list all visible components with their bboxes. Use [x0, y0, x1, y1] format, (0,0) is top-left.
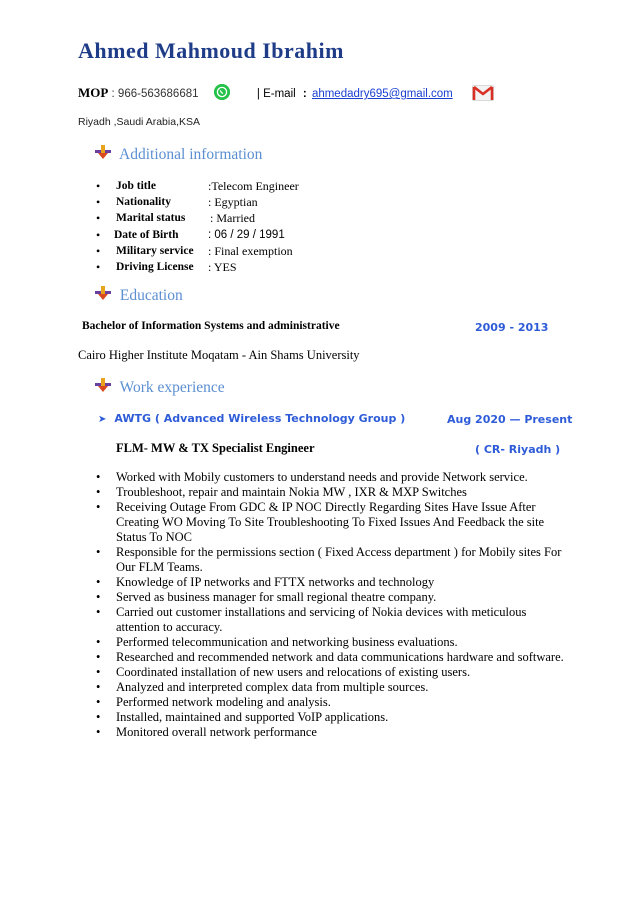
- list-item: • Researched and recommended network and data communications hardware and software.: [96, 650, 566, 665]
- work-period: Aug 2020 — Present: [447, 413, 573, 426]
- list-item: • Analyzed and interpreted complex data from multiple sources.: [96, 680, 566, 695]
- list-item: • Knowledge of IP networks and FTTX networks and technology: [96, 575, 566, 590]
- info-value: : Married: [210, 211, 255, 225]
- section-additional-info: [95, 144, 262, 165]
- company-line: [98, 412, 405, 425]
- arrow-down-icon: [95, 285, 111, 306]
- mop-label: MOP: [78, 85, 109, 100]
- list-item: • Coordinated installation of new users and relocations of existing users.: [96, 665, 566, 680]
- location: Riyadh ,Saudi Arabia,KSA: [78, 116, 200, 128]
- info-value: : Egyptian: [208, 195, 258, 209]
- gmail-icon: [472, 85, 494, 104]
- list-item: • Carried out customer installations and servicing of Nokia devices with meticulous attention to accuracy.: [96, 605, 566, 635]
- candidate-name: Ahmed Mahmoud Ibrahim: [78, 38, 344, 63]
- info-label: Date of Birth: [114, 229, 179, 241]
- job-role: FLM- MW & TX Specialist Engineer: [116, 441, 315, 455]
- section-education: [95, 285, 183, 306]
- arrow-down-icon: [95, 144, 111, 165]
- phone-number: : 966-563686681: [111, 88, 199, 100]
- list-item: • Served as business manager for small regional theatre company.: [96, 590, 566, 605]
- info-label: Job title: [116, 180, 156, 192]
- info-value: : 06 / 29 / 1991: [208, 229, 285, 241]
- email-colon: :: [302, 88, 307, 100]
- list-item: • Receiving Outage From GDC & IP NOC Directly Regarding Sites Have Issue After Creating WO Moving To Site Troubleshooting To Fixed Issues And Feedback the site Status To NOC: [96, 500, 566, 545]
- info-value: : Final exemption: [208, 244, 293, 258]
- info-value: :Telecom Engineer: [208, 179, 299, 193]
- list-item: • Responsible for the permissions section ( Fixed Access department ) for Mobily sites For Our FLM Teams.: [96, 545, 566, 575]
- university: Cairo Higher Institute Moqatam - Ain Shams University: [78, 348, 360, 362]
- work-location: ( CR- Riyadh ): [475, 443, 561, 456]
- section-title-additional: Additional information: [119, 146, 263, 163]
- section-work-experience: [95, 377, 225, 398]
- section-title-work: Work experience: [119, 379, 225, 396]
- email-prefix: | E-mail: [256, 88, 296, 100]
- list-item: • Worked with Mobily customers to understand needs and provide Network service.: [96, 470, 566, 485]
- info-label: Military service: [116, 245, 194, 257]
- list-item: • Monitored overall network performance: [96, 725, 566, 740]
- list-item: • Performed network modeling and analysis.: [96, 695, 566, 710]
- chevron-right-icon: ➤: [98, 414, 107, 425]
- degree: Bachelor of Information Systems and administrative: [82, 320, 340, 332]
- info-label: Nationality: [116, 196, 171, 208]
- info-value: : YES: [208, 260, 237, 274]
- list-item: • Performed telecommunication and networking business evaluations.: [96, 635, 566, 650]
- contact-line: [78, 84, 494, 104]
- info-label: Driving License: [116, 261, 194, 273]
- whatsapp-icon: [214, 84, 230, 100]
- company-name: AWTG ( Advanced Wireless Technology Group ): [114, 412, 406, 425]
- duties-list: [96, 470, 566, 740]
- arrow-down-icon: [95, 377, 111, 398]
- list-item: • Troubleshoot, repair and maintain Nokia MW , IXR & MXP Switches: [96, 485, 566, 500]
- info-label: Marital status: [116, 212, 186, 224]
- list-item: • Installed, maintained and supported VoIP applications.: [96, 710, 566, 725]
- education-years: 2009 - 2013: [475, 321, 549, 334]
- section-title-education: Education: [119, 287, 183, 304]
- email-link[interactable]: ahmedadry695@gmail.com: [311, 88, 453, 100]
